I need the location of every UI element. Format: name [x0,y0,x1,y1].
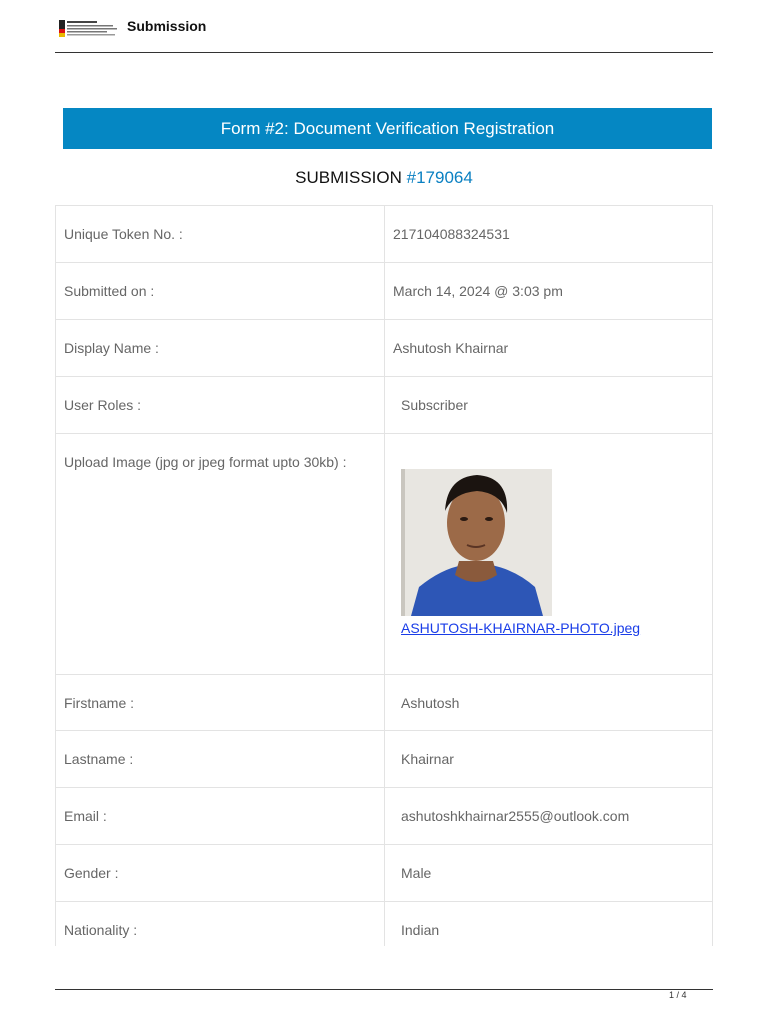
table-row [56,320,712,377]
field-label: Lastname : [56,731,385,787]
form-title: Form #2: Document Verification Registration [220,119,555,138]
field-label: Firstname : [56,675,385,730]
organization-logo [59,18,119,40]
field-label: Upload Image (jpg or jpeg format upto 30kb) : [56,434,385,674]
field-value: Indian [401,922,440,938]
table-row [56,845,712,902]
field-label: Display Name : [56,320,385,376]
page-header [55,14,713,53]
form-title-banner [63,108,712,149]
submission-label: SUBMISSION [295,168,402,187]
field-value: Ashutosh [401,695,460,711]
uploaded-photo [401,469,552,616]
field-value: Khairnar [401,751,454,767]
field-label: Nationality : [56,902,385,946]
table-row [56,206,712,263]
field-value: Subscriber [401,397,468,413]
submission-heading [0,168,768,188]
upload-cell [385,434,712,674]
header-title: Submission [127,18,207,34]
page-number: 1 / 4 [669,990,687,1000]
submission-number: #179064 [406,168,473,187]
table-row [56,731,712,788]
field-value: March 14, 2024 @ 3:03 pm [393,283,563,299]
field-value: ashutoshkhairnar2555@outlook.com [401,808,630,824]
table-row-upload [56,434,712,675]
field-value: Male [401,865,432,881]
field-label: Unique Token No. : [56,206,385,262]
field-label: Submitted on : [56,263,385,319]
table-row [56,788,712,845]
table-row [56,263,712,320]
table-row [56,902,712,946]
footer-divider [55,989,713,990]
field-label: Email : [56,788,385,844]
field-value: Ashutosh Khairnar [393,340,509,356]
field-label: Gender : [56,845,385,901]
submission-table [55,205,713,946]
table-row [56,675,712,731]
uploaded-file-link[interactable]: ASHUTOSH-KHAIRNAR-PHOTO.jpeg [401,620,641,636]
field-label: User Roles : [56,377,385,433]
table-row [56,377,712,434]
field-value: 217104088324531 [393,226,510,242]
